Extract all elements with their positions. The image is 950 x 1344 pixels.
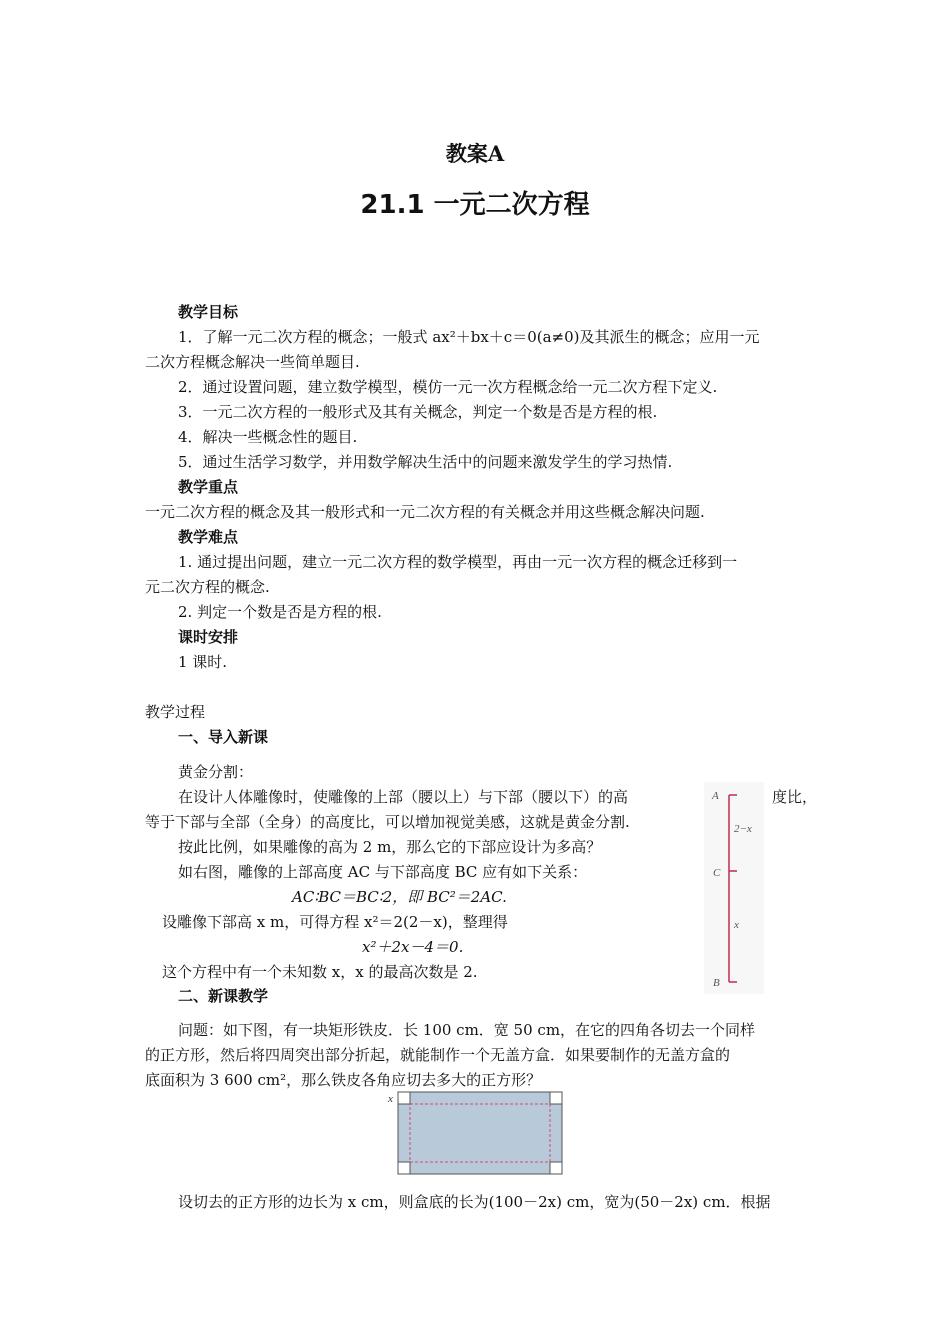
golden-paragraph-1a: 在设计人体雕像时，使雕像的上部（腰以上）与下部（腰以下）的高 — [178, 788, 629, 806]
problem-line-1: 问题：如下图，有一块矩形铁皮．长 100 cm．宽 50 cm，在它的四角各切去一个同样 — [178, 1021, 756, 1039]
corner-square-bottom-left — [398, 1162, 410, 1174]
label-c: C — [713, 867, 721, 879]
problem-line-3: 底面积为 3 600 cm²，那么铁皮各角应切去多大的正方形？ — [145, 1071, 542, 1089]
label-upper-length: 2−x — [734, 823, 752, 835]
golden-paragraph-1b: 度比， — [772, 788, 818, 806]
corner-square-top-right — [550, 1092, 562, 1104]
corner-side-label: x — [388, 1093, 393, 1105]
difficulty-1-line-1: 1. 通过提出问题，建立一元二次方程的数学模型，再由一元一次方程的概念迁移到一 — [178, 553, 738, 571]
problem-line-2: 的正方形，然后将四周突出部分折起，就能制作一个无盖方盒．如果要制作的无盖方盒的 — [145, 1046, 731, 1064]
golden-paragraph-4: 设雕像下部高 x m，可得方程 x²＝2(2－x)，整理得 — [162, 913, 508, 931]
golden-title: 黄金分割： — [178, 763, 254, 781]
schedule-text: 1 课时. — [178, 653, 228, 671]
label-a: A — [712, 790, 719, 802]
label-lower-length: x — [734, 919, 739, 931]
objective-3: 3．一元二次方程的一般形式及其有关概念，判定一个数是否是方程的根. — [178, 403, 658, 421]
document-title: 教案A — [445, 141, 505, 166]
objective-4: 4．解决一些概念性的题目. — [178, 428, 358, 446]
key-points-text: 一元二次方程的概念及其一般形式和一元二次方程的有关概念并用这些概念解决问题. — [145, 503, 705, 521]
golden-paragraph-2: 按此比例，如果雕像的高为 2 m，那么它的下部应设计为多高？ — [178, 838, 602, 856]
schedule-heading: 课时安排 — [178, 628, 239, 646]
golden-paragraph-1c: 等于下部与全部（全身）的高度比，可以增加视觉美感，这就是黄金分割. — [145, 813, 630, 831]
section-2-heading: 二、新课教学 — [178, 987, 269, 1005]
statue-proportion-figure — [704, 782, 764, 994]
golden-paragraph-5: 这个方程中有一个未知数 x，x 的最高次数是 2. — [162, 963, 478, 981]
corner-square-top-left — [398, 1092, 410, 1104]
process-heading: 教学过程 — [145, 703, 206, 721]
objective-5: 5．通过生活学习数学，并用数学解决生活中的问题来激发学生的学习热情. — [178, 453, 673, 471]
solution-line-1: 设切去的正方形的边长为 x cm，则盒底的长为(100－2x) cm，宽为(50－2x) cm．根据 — [178, 1193, 771, 1211]
objective-2: 2．通过设置问题，建立数学模型，模仿一元一次方程概念给一元二次方程下定义. — [178, 378, 718, 396]
lesson-title: 21.1 一元二次方程 — [360, 190, 590, 220]
objectives-heading: 教学目标 — [178, 303, 239, 321]
iron-sheet-figure — [384, 1090, 566, 1176]
golden-equation-1: AC∶BC＝BC∶2，即 BC²＝2AC. — [292, 888, 507, 906]
corner-square-bottom-right — [550, 1162, 562, 1174]
objective-1-line-1: 1．了解一元二次方程的概念；一般式 ax²＋bx＋c＝0(a≠0)及其派生的概念；应用一元 — [178, 328, 760, 346]
difficulty-2: 2. 判定一个数是否是方程的根. — [178, 603, 382, 621]
difficulties-heading: 教学难点 — [178, 528, 239, 546]
difficulty-1-line-2: 元二次方程的概念. — [145, 578, 270, 596]
objective-1-line-2: 二次方程概念解决一些简单题目. — [145, 353, 360, 371]
label-b: B — [713, 977, 720, 989]
golden-equation-2: x²＋2x－4＝0. — [362, 938, 464, 956]
figure-background — [704, 782, 764, 994]
golden-paragraph-3: 如右图，雕像的上部高度 AC 与下部高度 BC 应有如下关系： — [178, 863, 588, 881]
key-points-heading: 教学重点 — [178, 478, 239, 496]
section-1-heading: 一、导入新课 — [178, 728, 269, 746]
